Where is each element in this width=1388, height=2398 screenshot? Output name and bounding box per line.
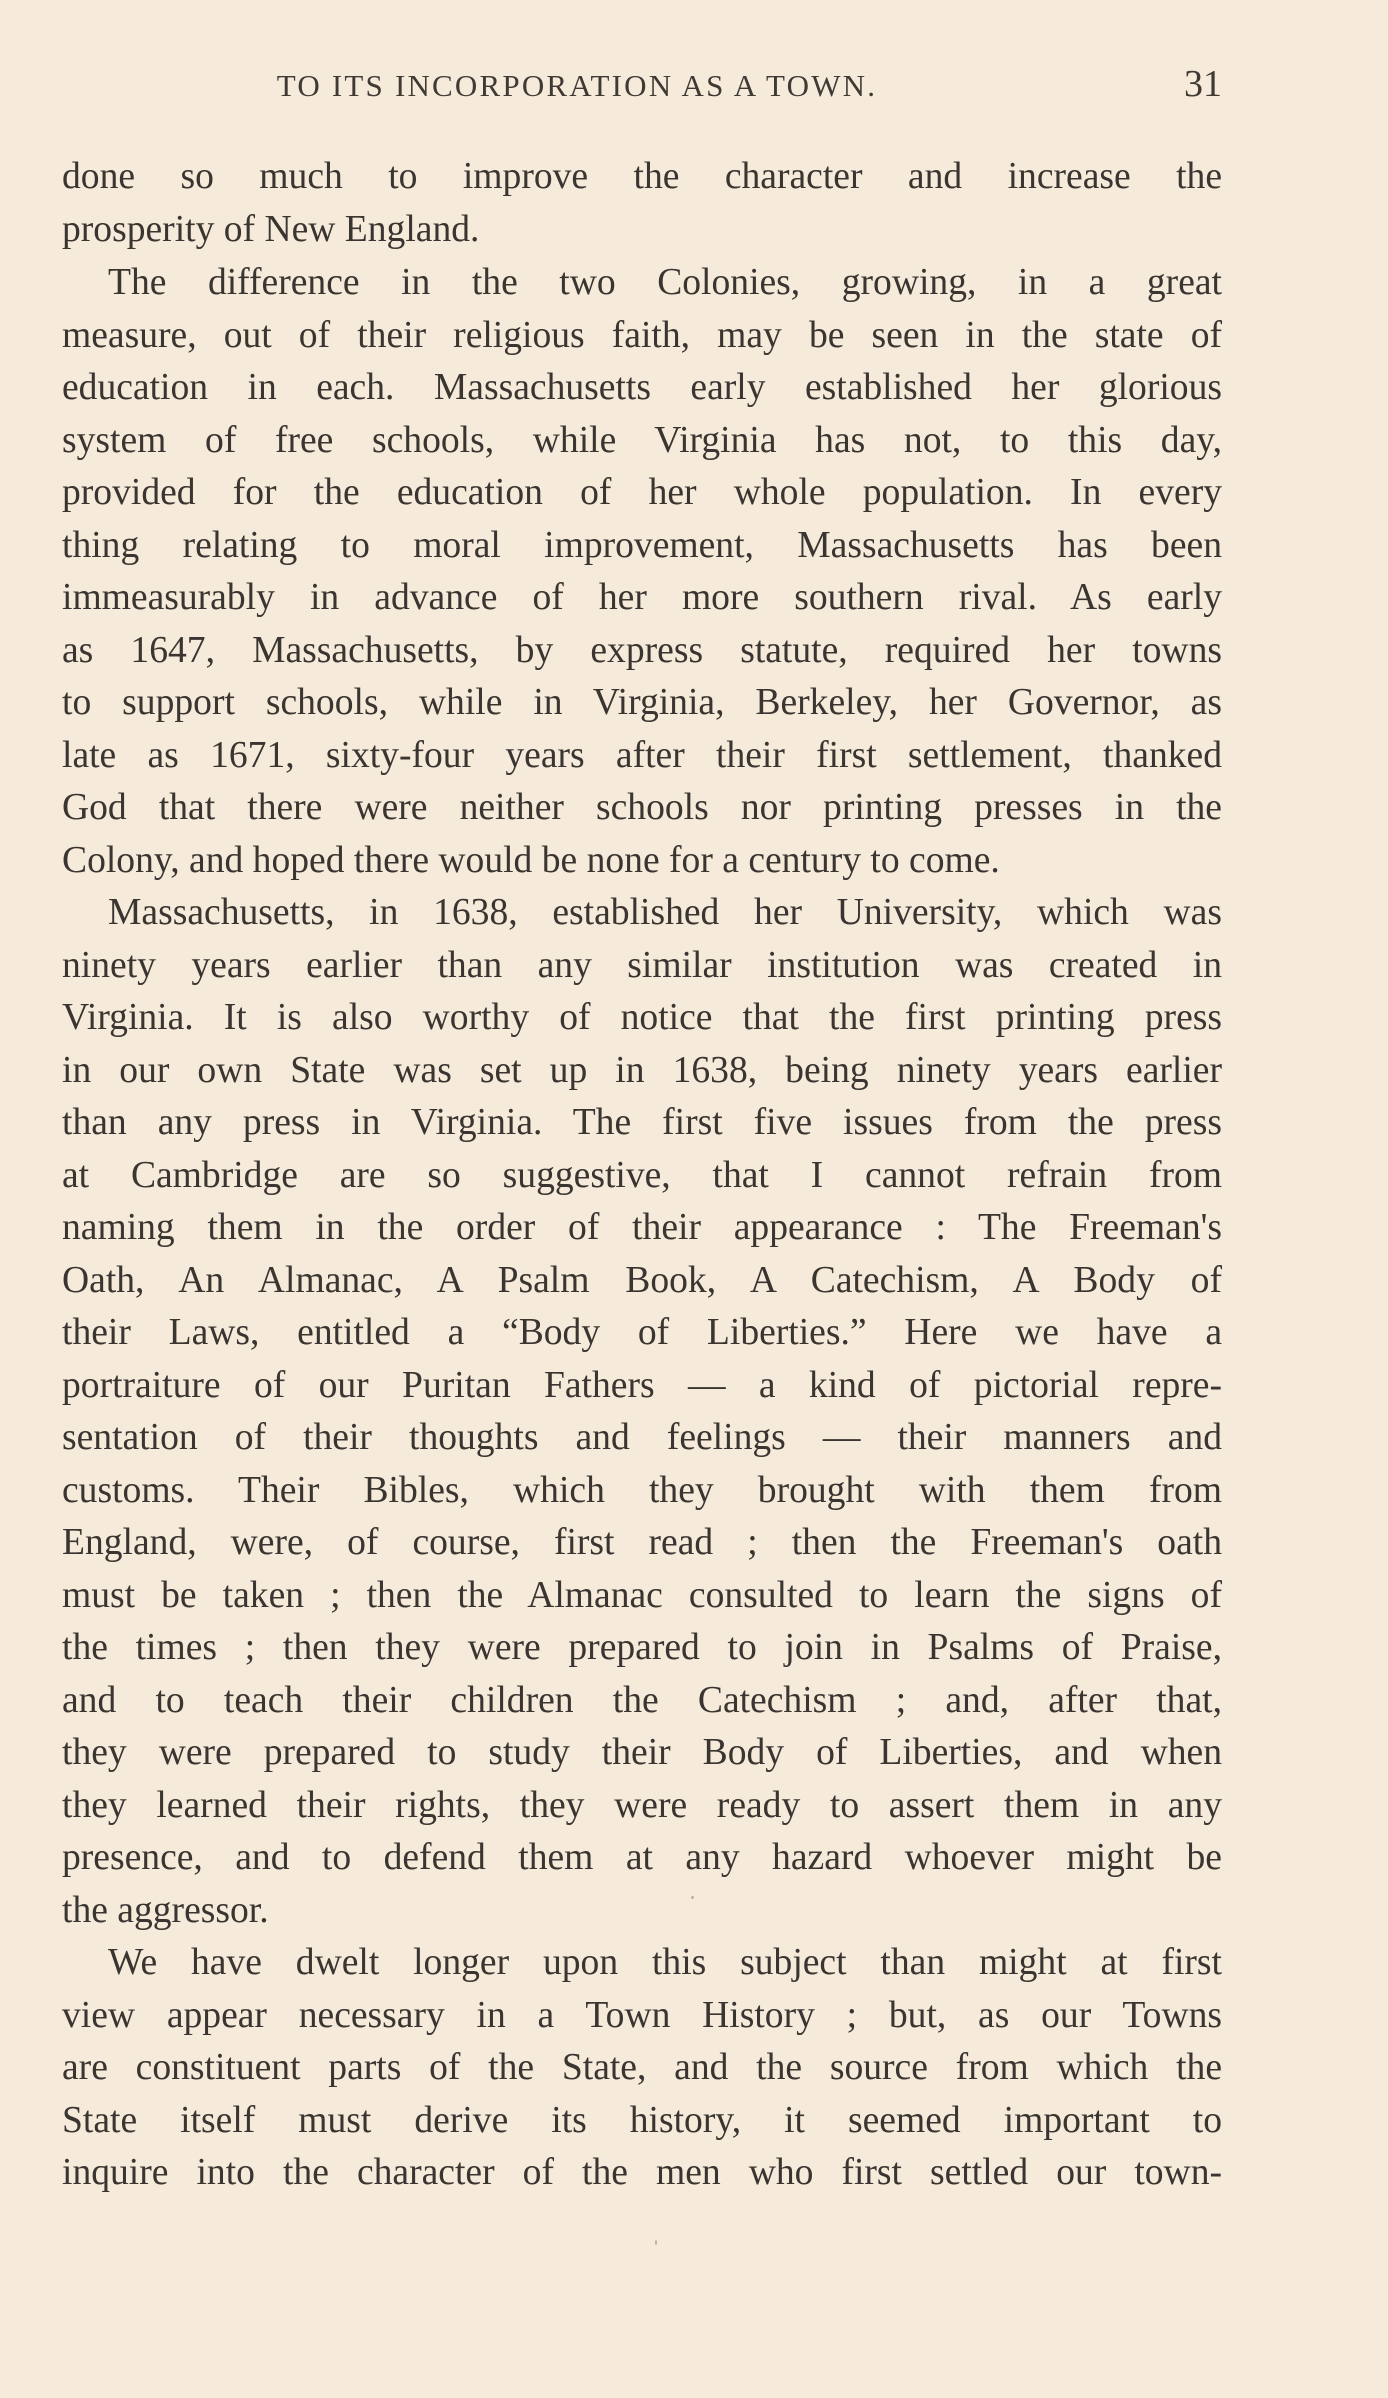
text-line: ninety years earlier than any similar institution was created in	[62, 945, 1222, 986]
text-line: thing relating to moral improvement, Massachusetts has been	[62, 525, 1222, 566]
text-line: prosperity of New England.	[62, 209, 480, 250]
text-line: at Cambridge are so suggestive, that I cannot refrain from	[62, 1155, 1222, 1196]
text-line: portraiture of our Puritan Fathers — a kind of pictorial repre-	[62, 1365, 1222, 1406]
text-line: immeasurably in advance of her more southern rival. As early	[62, 577, 1222, 618]
text-line: to support schools, while in Virginia, Berkeley, her Governor, as	[62, 682, 1222, 723]
text-line: Oath, An Almanac, A Psalm Book, A Catechism, A Body of	[62, 1260, 1222, 1301]
text-line: must be taken ; then the Almanac consulted to learn the signs of	[62, 1575, 1222, 1616]
text-line: Colony, and hoped there would be none for a century to come.	[62, 840, 1000, 881]
text-line: measure, out of their religious faith, may be seen in the state of	[62, 315, 1222, 356]
text-line: they learned their rights, they were ready to assert them in any	[62, 1785, 1222, 1826]
text-line: done so much to improve the character and increase the	[62, 156, 1222, 197]
paper-speck	[655, 2240, 657, 2245]
text-line: the aggressor.	[62, 1890, 269, 1931]
text-line: Virginia. It is also worthy of notice that the first printing press	[62, 997, 1222, 1038]
text-line: customs. Their Bibles, which they brought with them from	[62, 1470, 1222, 1511]
text-line: system of free schools, while Virginia has not, to this day,	[62, 420, 1222, 461]
text-line: are constituent parts of the State, and the source from which the	[62, 2047, 1222, 2088]
page-number: 31	[1184, 63, 1222, 105]
running-header	[62, 62, 1222, 112]
text-line: England, were, of course, first read ; then the Freeman's oath	[62, 1522, 1222, 1563]
text-line: provided for the education of her whole population. In every	[62, 472, 1222, 513]
text-line: the times ; then they were prepared to join in Psalms of Praise,	[62, 1627, 1222, 1668]
text-line: view appear necessary in a Town History ; but, as our Towns	[62, 1995, 1222, 2036]
text-line: than any press in Virginia. The first five issues from the press	[62, 1102, 1222, 1143]
text-line: Massachusetts, in 1638, established her University, which was	[108, 892, 1222, 933]
text-line: and to teach their children the Catechism ; and, after that,	[62, 1680, 1222, 1721]
text-line: education in each. Massachusetts early established her glorious	[62, 367, 1222, 408]
text-line: they were prepared to study their Body of Liberties, and when	[62, 1732, 1222, 1773]
text-line: inquire into the character of the men who first settled our town-	[62, 2152, 1222, 2193]
text-line: as 1647, Massachusetts, by express statute, required her towns	[62, 630, 1222, 671]
running-title: TO ITS INCORPORATION AS A TOWN.	[276, 68, 878, 103]
text-line: in our own State was set up in 1638, being ninety years earlier	[62, 1050, 1222, 1091]
text-line: We have dwelt longer upon this subject than might at first	[108, 1942, 1222, 1983]
paper-speck	[691, 1896, 694, 1899]
text-line: naming them in the order of their appearance : The Freeman's	[62, 1207, 1222, 1248]
text-line: State itself must derive its history, it seemed important to	[62, 2100, 1222, 2141]
text-line: late as 1671, sixty-four years after their first settlement, thanked	[62, 735, 1222, 776]
text-line: presence, and to defend them at any hazard whoever might be	[62, 1837, 1222, 1878]
text-line: sentation of their thoughts and feelings — their manners and	[62, 1417, 1222, 1458]
text-line: The difference in the two Colonies, growing, in a great	[108, 262, 1222, 303]
text-line: God that there were neither schools nor printing presses in the	[62, 787, 1222, 828]
text-line: their Laws, entitled a “Body of Liberties.” Here we have a	[62, 1312, 1222, 1353]
